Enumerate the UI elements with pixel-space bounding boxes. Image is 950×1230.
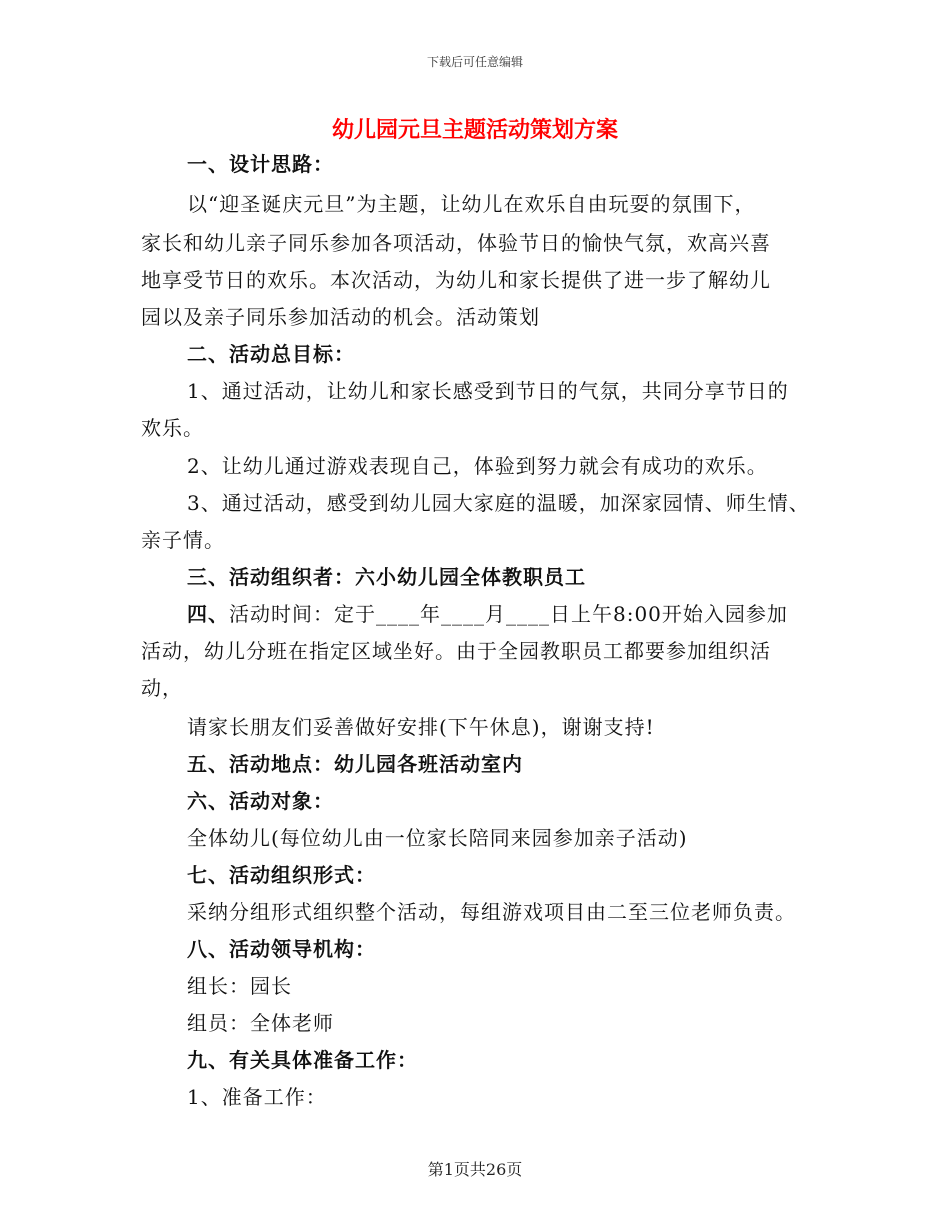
section-heading-leadership: 八、活动领导机构： xyxy=(187,937,376,961)
paragraph-line: 家长和幼儿亲子同乐参加各项活动，体验节日的愉快气氛，欢高兴喜 xyxy=(141,231,771,255)
page-footer: 第1页共26页 xyxy=(427,1160,523,1179)
paragraph-line: 活动，幼儿分班在指定区域坐好。由于全园教职员工都要参加组织活 xyxy=(141,639,771,663)
section-heading-location: 五、活动地点：幼儿园各班活动室内 xyxy=(187,752,523,776)
paragraph-line: 全体幼儿(每位幼儿由一位家长陪同来园参加亲子活动) xyxy=(187,826,688,850)
preparation-item-1: 1、准备工作： xyxy=(187,1085,327,1109)
section-heading-design: 一、设计思路： xyxy=(187,152,334,176)
section-heading-organizer: 三、活动组织者：六小幼儿园全体教职员工 xyxy=(187,565,586,589)
paragraph-line: 地享受节日的欢乐。本次活动，为幼儿和家长提供了进一步了解幼儿 xyxy=(141,268,771,292)
paragraph-line: 园以及亲子同乐参加活动的机会。活动策划 xyxy=(141,305,540,329)
goal-item-3: 3、通过活动，感受到幼儿园大家庭的温暖，加深家园情、师生情、 xyxy=(187,491,810,515)
goal-item-1-cont: 欢乐。 xyxy=(141,416,204,440)
goal-item-2: 2、让幼儿通过游戏表现自己，体验到努力就会有成功的欢乐。 xyxy=(187,454,768,478)
paragraph-line: 以“迎圣诞庆元旦”为主题，让幼儿在欢乐自由玩耍的氛围下， xyxy=(187,192,756,216)
header-note: 下载后可任意编辑 xyxy=(426,55,523,69)
section-heading-format: 七、活动组织形式： xyxy=(187,863,376,887)
paragraph-line: 动， xyxy=(141,676,183,700)
section-heading-goals: 二、活动总目标： xyxy=(187,342,355,366)
document-title: 幼儿园元旦主题活动策划方案 xyxy=(331,118,618,143)
members-line: 组员：全体老师 xyxy=(187,1011,334,1035)
paragraph-line: 请家长朋友们妥善做好安排(下午休息)，谢谢支持! xyxy=(187,715,655,739)
paragraph-line: 采纳分组形式组织整个活动，每组游戏项目由二至三位老师负责。 xyxy=(187,900,796,924)
leader-line: 组长：园长 xyxy=(187,974,292,998)
section-time-text: 活动时间：定于____年____月____日上午8:00开始入园参加 xyxy=(229,602,788,626)
section-label-4: 四、 xyxy=(187,602,229,626)
goal-item-3-cont: 亲子情。 xyxy=(141,528,225,552)
section-heading-target: 六、活动对象： xyxy=(187,789,334,813)
goal-item-1: 1、通过活动，让幼儿和家长感受到节日的气氛，共同分享节日的 xyxy=(187,379,789,403)
section-time-line xyxy=(187,600,788,628)
section-heading-preparation: 九、有关具体准备工作： xyxy=(187,1048,418,1072)
